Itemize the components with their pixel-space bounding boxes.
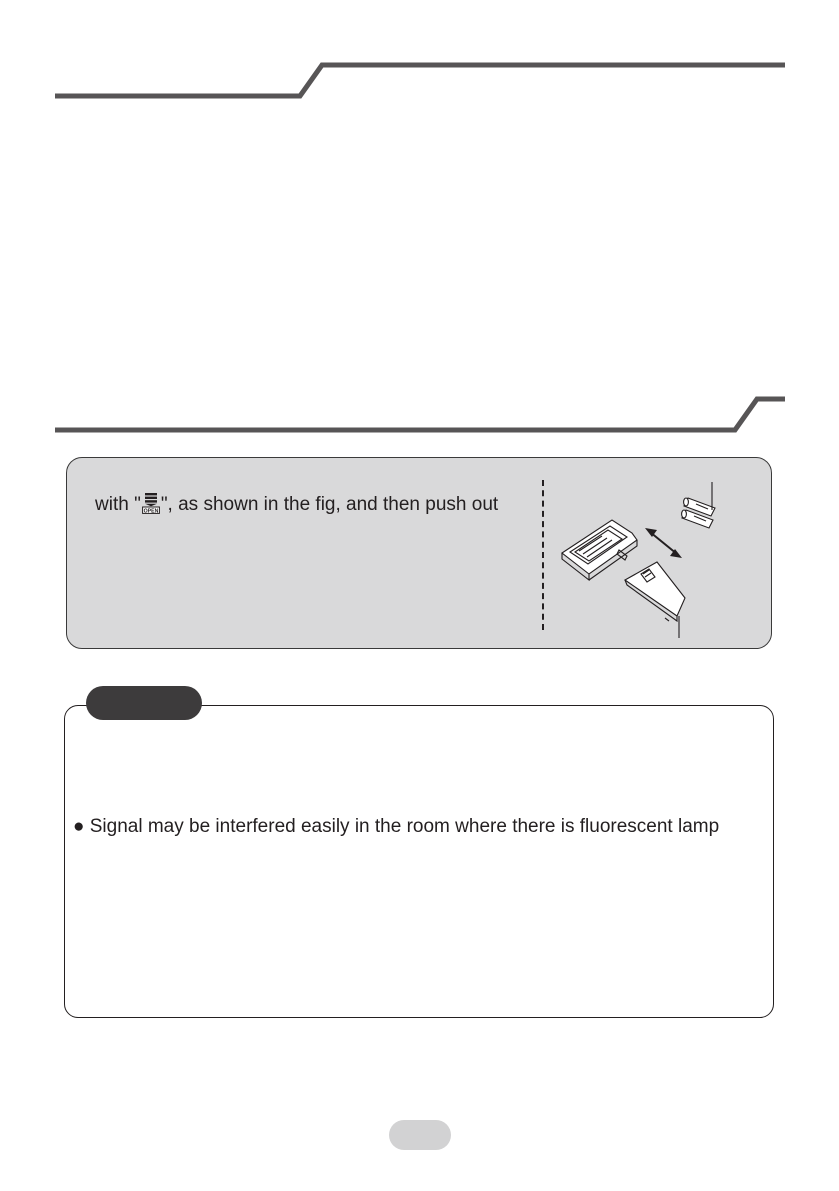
notes-box bbox=[64, 705, 774, 1018]
batteries-illustration bbox=[682, 498, 715, 528]
battery-cover-illustration bbox=[625, 562, 685, 621]
notes-item-signal: ● Signal may be interfered easily in the room where there is fluorescent lamp bbox=[73, 816, 720, 837]
slide-direction-arrow bbox=[645, 528, 682, 558]
section-header-rule-second bbox=[0, 392, 839, 442]
notes-tab bbox=[86, 686, 202, 720]
battery-instruction-text-after: ", as shown in the fig, and then push out bbox=[160, 494, 499, 515]
page-number-pill bbox=[389, 1120, 451, 1150]
remote-battery-figure bbox=[557, 470, 757, 640]
section-header-rule-top bbox=[0, 55, 839, 105]
battery-instruction-panel bbox=[66, 457, 772, 649]
battery-instruction-text-before: with " bbox=[95, 494, 141, 515]
panel-dashed-divider bbox=[542, 480, 544, 630]
open-cover-icon-label: OPEN bbox=[143, 508, 159, 514]
remote-body-illustration bbox=[562, 520, 637, 580]
battery-instruction-text bbox=[95, 492, 498, 516]
open-cover-icon bbox=[142, 492, 160, 514]
